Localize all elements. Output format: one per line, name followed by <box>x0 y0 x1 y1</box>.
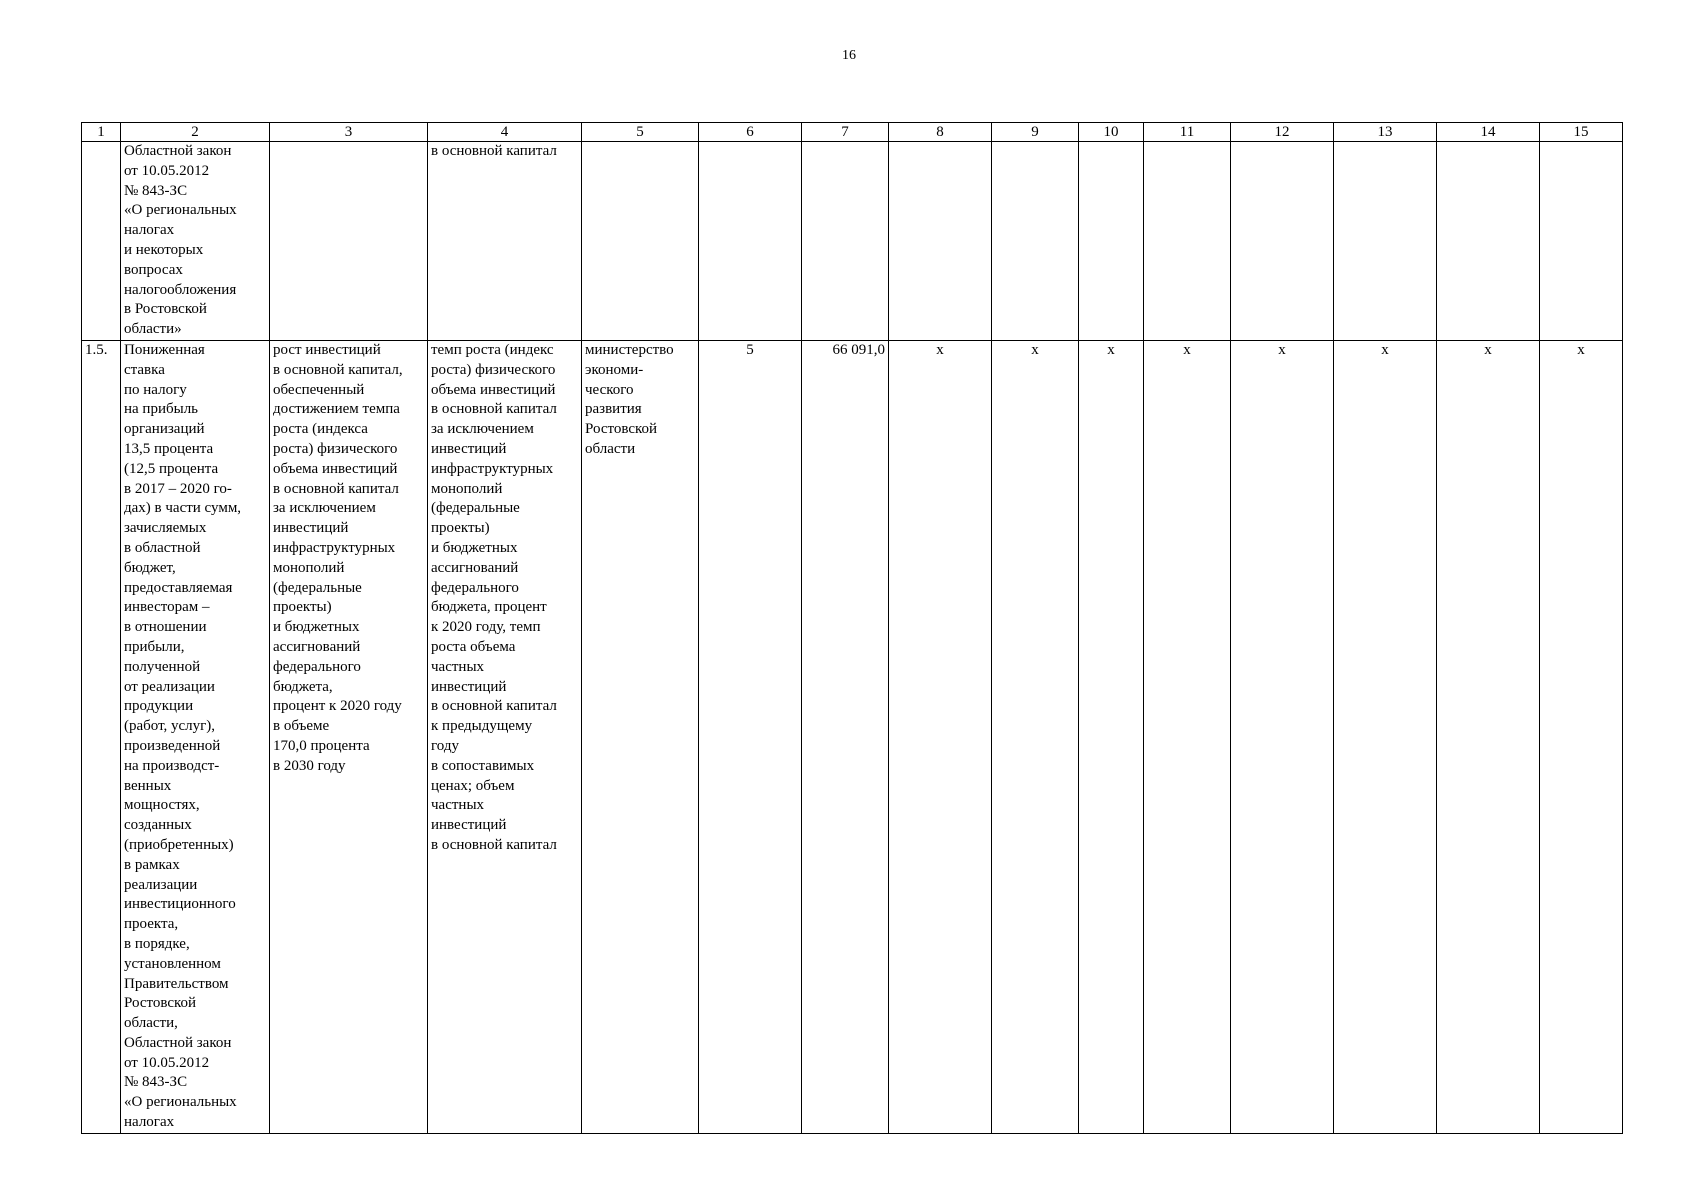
column-header: 14 <box>1437 123 1540 142</box>
cell-text-line: Ростовской <box>585 421 658 438</box>
cell-text-line: инвестиций <box>431 440 507 457</box>
value-cell: х <box>1540 341 1623 1134</box>
column-header: 2 <box>121 123 270 142</box>
cell-text-line: (приобретенных) <box>124 836 234 853</box>
indicator-cell <box>428 142 582 341</box>
column-header: 8 <box>889 123 992 142</box>
cell-text-line: налогах <box>124 1114 175 1131</box>
header-row <box>82 123 1623 142</box>
cell-text-line: области <box>585 440 636 457</box>
cell-text-line: реализации <box>124 876 198 893</box>
cell-text-line: венных <box>124 777 172 794</box>
column-header: 12 <box>1231 123 1334 142</box>
goal-cell <box>270 142 428 341</box>
cell-text-line: экономи- <box>585 361 644 378</box>
cell-text-line: обеспеченный <box>273 381 365 398</box>
cell-text-line: Пониженная <box>124 342 205 358</box>
cell-text-line: в основной капитал <box>431 836 557 853</box>
cell-text-line: от 10.05.2012 <box>124 162 210 179</box>
cell-text-line: 170,0 процента <box>273 737 370 754</box>
cell-text-line: частных <box>431 797 485 814</box>
cell-text-line: области, <box>124 1015 178 1032</box>
cell-text-line: частных <box>431 658 485 675</box>
cell-text-line: (12,5 процента <box>124 460 219 477</box>
cell-text-line: полученной <box>124 658 201 675</box>
column-header: 6 <box>699 123 802 142</box>
cell-text-line: году <box>431 737 459 754</box>
value-cell: 66 091,0 <box>802 341 889 1134</box>
column-header: 7 <box>802 123 889 142</box>
cell-text-line: объема инвестиций <box>431 381 556 398</box>
cell-text-line: предоставляемая <box>124 579 233 596</box>
cell-text-line: в 2030 году <box>273 757 346 774</box>
cell-text-line: ассигнований <box>273 638 361 655</box>
value-cell: х <box>1144 341 1231 1134</box>
value-cell <box>699 142 802 341</box>
goal-cell <box>270 341 428 1134</box>
value-cell <box>992 142 1079 341</box>
cell-text-line: темп роста (индекс <box>431 342 554 358</box>
cell-text-line: установленном <box>124 955 221 972</box>
cell-text-line: за исключением <box>431 421 534 438</box>
value-cell <box>802 142 889 341</box>
cell-text-line: в основной капитал <box>431 698 557 715</box>
table-row <box>82 142 1623 341</box>
cell-text-line: развития <box>585 401 642 418</box>
cell-text-line: ценах; объем <box>431 777 515 794</box>
cell-text-line: (федеральные <box>273 579 362 596</box>
row-number-cell <box>82 142 121 341</box>
cell-text-line: ставка <box>124 361 165 378</box>
cell-text-line: и некоторых <box>124 241 204 258</box>
cell-text-line: процент к 2020 году <box>273 698 402 715</box>
column-header: 3 <box>270 123 428 142</box>
value-cell <box>1144 142 1231 341</box>
indicator-cell <box>428 341 582 1134</box>
value-cell <box>1231 142 1334 341</box>
cell-text-line: ческого <box>585 381 634 398</box>
row-number-cell: 1.5. <box>82 341 121 1134</box>
cell-text-line: инвесторам – <box>124 599 210 616</box>
measure-name-cell <box>121 142 270 341</box>
value-cell: х <box>889 341 992 1134</box>
column-header: 4 <box>428 123 582 142</box>
cell-text-line: прибыли, <box>124 638 185 655</box>
cell-text-line: «О региональных <box>124 1094 237 1111</box>
cell-text-line: Областной закон <box>124 1034 232 1051</box>
cell-text-line: в объеме <box>273 718 330 735</box>
column-header: 1 <box>82 123 121 142</box>
cell-text-line: (работ, услуг), <box>124 718 216 735</box>
cell-text-line: дах) в части сумм, <box>124 500 242 517</box>
value-cell: х <box>1334 341 1437 1134</box>
cell-text-line: федерального <box>431 579 519 596</box>
measure-name-cell <box>121 341 270 1134</box>
cell-text-line: бюджета, процент <box>431 599 547 616</box>
column-header: 5 <box>582 123 699 142</box>
cell-text-line: инвестиций <box>273 520 349 537</box>
cell-text-line: (федеральные <box>431 500 520 517</box>
cell-text-line: ассигнований <box>431 559 519 576</box>
cell-text-line: в основной капитал, <box>273 361 403 378</box>
cell-text-line: на производст- <box>124 757 220 774</box>
cell-text-line: инфраструктурных <box>273 539 396 556</box>
cell-text-line: продукции <box>124 698 194 715</box>
cell-text-line: в основной капитал <box>273 480 399 497</box>
value-cell <box>1437 142 1540 341</box>
cell-text-line: инвестиций <box>431 817 507 834</box>
page-number: 16 <box>842 48 856 63</box>
cell-text-line: зачисляемых <box>124 520 207 537</box>
column-header: 13 <box>1334 123 1437 142</box>
cell-text-line: министерство <box>585 342 674 358</box>
cell-text-line: проекта, <box>124 916 179 933</box>
cell-text-line: Правительством <box>124 975 229 992</box>
cell-text-line: объема инвестиций <box>273 460 398 477</box>
cell-text-line: на прибыль <box>124 401 199 418</box>
cell-text-line: Ростовской <box>124 995 197 1012</box>
cell-text-line: роста объема <box>431 638 516 655</box>
cell-text-line: и бюджетных <box>273 619 360 636</box>
cell-text-line: монополий <box>273 559 345 576</box>
cell-text-line: к предыдущему <box>431 718 533 735</box>
cell-text-line: в областной <box>124 539 201 556</box>
value-cell: 5 <box>699 341 802 1134</box>
curator-cell <box>582 142 699 341</box>
cell-text-line: вопросах <box>124 261 183 278</box>
cell-text-line: к 2020 году, темп <box>431 619 541 636</box>
cell-text-line: роста (индекса <box>273 421 368 438</box>
cell-text-line: в основной капитал <box>431 401 557 418</box>
cell-text-line: произведенной <box>124 737 221 754</box>
cell-text-line: в порядке, <box>124 935 190 952</box>
cell-text-line: достижением темпа <box>273 401 400 418</box>
column-header: 10 <box>1079 123 1144 142</box>
cell-text-line: инвестиционного <box>124 896 236 913</box>
value-cell <box>889 142 992 341</box>
value-cell: х <box>1231 341 1334 1134</box>
cell-text-line: от 10.05.2012 <box>124 1054 210 1071</box>
cell-text-line: в сопоставимых <box>431 757 535 774</box>
cell-text-line: бюджет, <box>124 559 176 576</box>
cell-text-line: по налогу <box>124 381 187 398</box>
cell-text-line: созданных <box>124 817 192 834</box>
cell-text-line: в рамках <box>124 856 180 873</box>
cell-text-line: организаций <box>124 421 205 438</box>
column-header: 9 <box>992 123 1079 142</box>
value-cell: х <box>1437 341 1540 1134</box>
cell-text-line: налогообложения <box>124 281 237 298</box>
cell-text-line: «О региональных <box>124 202 237 219</box>
cell-text-line: Областной закон <box>124 143 232 159</box>
value-cell: х <box>1079 341 1144 1134</box>
cell-text-line: инвестиций <box>431 678 507 695</box>
table-row <box>82 341 1623 1134</box>
cell-text-line: и бюджетных <box>431 539 518 556</box>
cell-text-line: области» <box>124 321 182 338</box>
cell-text-line: в основной капитал <box>431 143 557 159</box>
cell-text-line: в отношении <box>124 619 207 636</box>
value-cell <box>1540 142 1623 341</box>
cell-text-line: № 843-ЗС <box>124 182 188 199</box>
cell-text-line: в 2017 – 2020 го- <box>124 480 232 497</box>
column-header: 15 <box>1540 123 1623 142</box>
value-cell <box>1079 142 1144 341</box>
cell-text-line: в Ростовской <box>124 301 207 318</box>
cell-text-line: роста) физического <box>431 361 556 378</box>
value-cell <box>1334 142 1437 341</box>
cell-text-line: рост инвестиций <box>273 342 381 358</box>
cell-text-line: проекты) <box>431 520 490 537</box>
cell-text-line: 13,5 процента <box>124 440 214 457</box>
cell-text-line: мощностях, <box>124 797 200 814</box>
cell-text-line: бюджета, <box>273 678 333 695</box>
cell-text-line: роста) физического <box>273 440 398 457</box>
cell-text-line: инфраструктурных <box>431 460 554 477</box>
cell-text-line: налогах <box>124 222 175 239</box>
value-cell: х <box>992 341 1079 1134</box>
cell-text-line: монополий <box>431 480 503 497</box>
cell-text-line: от реализации <box>124 678 215 695</box>
cell-text-line: проекты) <box>273 599 332 616</box>
cell-text-line: за исключением <box>273 500 376 517</box>
cell-text-line: федерального <box>273 658 361 675</box>
curator-cell <box>582 341 699 1134</box>
cell-text-line: № 843-ЗС <box>124 1074 188 1091</box>
column-header: 11 <box>1144 123 1231 142</box>
data-table <box>81 122 1623 1134</box>
